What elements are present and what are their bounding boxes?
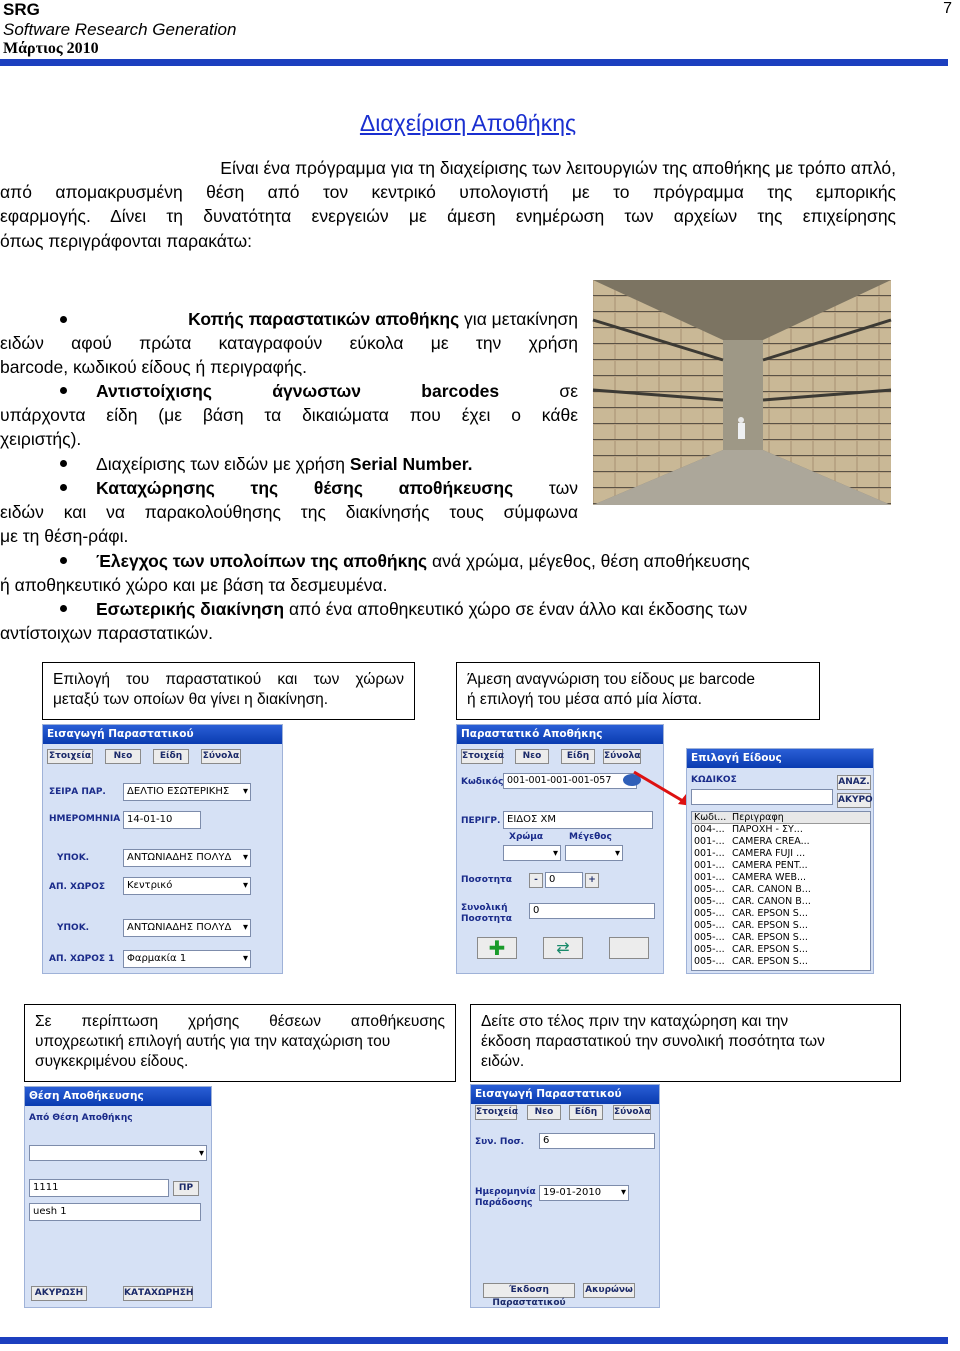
header-date: Μάρτιος 2010 [3,40,99,57]
company-name: SRG [3,0,40,19]
item-code: 005-... [694,908,725,919]
total-quantity-label: Συνολική Ποσοτητα [461,903,512,924]
item-description: CAR. CANON B... [732,896,811,907]
items-list[interactable] [691,811,871,971]
color-select[interactable] [503,845,561,861]
list-item[interactable] [692,872,870,884]
code-input[interactable] [691,789,833,805]
tab-totals[interactable]: Σύνολα [201,749,241,764]
item-code: 001-... [694,872,725,883]
list-item[interactable] [692,944,870,956]
footer-divider [0,1337,948,1344]
branch-2-label: ΥΠΟΚ. [57,923,90,933]
bullet-dot [60,484,67,491]
caption-1-line-2: μεταξύ των οποίων θα γίνει η διακίνηση. [53,691,329,708]
item-code: 005-... [694,896,725,907]
screen-title: Εισαγωγή Παραστατικού [43,725,282,744]
item-description: ΠΑΡΟΧΗ - ΣΥ... [732,824,803,835]
bullet-3-line-1: Διαχείρισης των ειδών με χρήση Serial Number. [96,454,473,474]
item-code: 005-... [694,920,725,931]
store-1-label: ΑΠ. ΧΩΡΟΣ [49,882,106,892]
size-label: Μέγεθος [569,832,612,842]
caption-4-line-1: Δείτε στο τέλος πριν την καταχώρηση και την [481,1013,789,1030]
list-item[interactable] [692,896,870,908]
caption-4-line-2: έκδοση παραστατικού την συνολική ποσότητα των [481,1033,825,1050]
description-label: ΠΕΡΙΓΡ. [461,816,501,826]
item-description: CAR. EPSON S... [732,908,808,919]
bullet-dot [60,460,67,467]
bullet-dot [60,387,67,394]
decrement-button[interactable]: - [529,873,543,888]
list-item[interactable] [692,956,870,968]
caption-2 [456,662,820,720]
bullet-4-line-1: Καταχώρησης της θέσης αποθήκευσης των [96,478,578,498]
increment-button[interactable]: + [585,873,599,888]
position-name-field[interactable]: uesh 1 [29,1203,201,1221]
code-label: ΚΩΔΙΚΟΣ [691,775,737,785]
tab-items[interactable]: Είδη [569,1105,603,1120]
screen-title: Θέση Αποθήκευσης [25,1087,211,1106]
item-description: CAR. EPSON S... [732,956,808,967]
color-label: Χρώμα [509,832,544,842]
bullet-2-line-3: χειριστής). [0,429,82,449]
bullet-5-line-1: Έλεγχος των υπολοίπων της αποθήκης ανά χρώμα, μέγεθος, θέση αποθήκευσης [96,551,750,571]
caption-2-line-1: Άμεση αναγνώριση του είδους με barcode [467,671,756,688]
add-icon[interactable]: ✚ [477,937,517,959]
quantity-label: Ποσοτητα [461,875,512,885]
from-position-label: Από Θέση Αποθήκης [29,1113,133,1123]
total-quantity-label: Συν. Ποσ. [475,1137,525,1147]
tab-items[interactable]: Είδη [153,749,189,764]
intro-line-1: Είναι ένα πρόγραμμα για τη διαχείρισης των λειτουργιών της αποθήκης με τρόπο απλό, [220,158,896,178]
intro-line-4: όπως περιγράφονται παρακάτω: [0,231,253,251]
position-code-input[interactable]: 1111 [29,1179,169,1197]
item-code: 004-... [694,824,725,835]
pr-button[interactable]: ΠΡ [173,1181,199,1196]
item-description: CAR. EPSON S... [732,932,808,943]
code-input[interactable]: 001-001-001-001-057 [503,773,637,789]
description-field: ΕΙΔΟΣ ΧΜ [503,811,653,829]
tab-totals[interactable]: Σύνολα [613,1105,651,1120]
branch-2-select[interactable]: ΑΝΤΩΝΙΑΔΗΣ ΠΟΛΥΔ ▾ [123,919,251,937]
tab-details[interactable]: Στοιχεία [47,749,93,764]
issue-document-button[interactable]: Έκδοση Παραστατικού [483,1283,575,1298]
item-description: CAR. EPSON S... [732,944,808,955]
list-item[interactable] [692,920,870,932]
size-select[interactable] [565,845,623,861]
bullet-1-line-1: Κοπής παραστατικών αποθήκης για μετακίνηση [188,309,578,329]
store-2-select[interactable]: Φαρμακία 1 ▾ [123,950,251,968]
bullet-5-line-2: ή αποθηκευτικό χώρο και με βάση τα δεσμευμένα. [0,575,388,595]
quantity-input[interactable]: 0 [545,872,583,888]
item-code: 005-... [694,884,725,895]
delivery-date-select[interactable]: 19-01-2010 ▾ [539,1185,629,1201]
bullet-1-line-3: barcode, κωδικού είδους ή περιγραφής. [0,357,308,377]
tab-totals[interactable]: Σύνολα [603,749,641,764]
caption-2-line-2: ή επιλογή του μέσα από μία λίστα. [467,691,702,708]
bullet-2-line-1: Αντιστοίχισης άγνωστων barcodes σε [96,381,579,401]
item-description: CAMERA PENT... [732,860,808,871]
bullet-1-line-2: ειδών αφού πρώτα καταγραφούν εύκολα με την χρήση [0,333,578,353]
item-code: 005-... [694,932,725,943]
bullet-4-line-3: με τη θέση-ράφι. [0,526,129,546]
caption-1-line-1: Επιλογή του παραστατικού και των χώρων [53,671,404,688]
list-item[interactable] [692,908,870,920]
date-label: ΗΜΕΡΟΜΗΝΙΑ [49,814,121,824]
tab-new[interactable]: Νεο [515,749,549,764]
bullet-dot [60,316,67,323]
save-button[interactable]: ΚΑΤΑΧΩΡΗΣΗ [123,1286,193,1301]
store-1-select[interactable]: Κεντρικό ▾ [123,877,251,895]
item-description: CAMERA FUJI ... [732,848,806,859]
item-description: CAMERA WEB... [732,872,807,883]
tab-items[interactable]: Είδη [561,749,595,764]
caption-3-line-1: Σε περίπτωση χρήσης θέσεων αποθήκευσης [35,1013,445,1030]
bullet-4-line-2: ειδών και να παρακολούθησης της διακίνησής τους σύμφωνα [0,502,578,522]
warehouse-photo [593,280,891,505]
tab-new[interactable]: Νεο [527,1105,561,1120]
screen-storage-position [24,1086,212,1308]
item-description: CAR. EPSON S... [732,920,808,931]
total-quantity-field: 6 [539,1133,655,1149]
column-description[interactable]: Περιγραφη [732,812,784,823]
bullet-dot [60,605,67,612]
bullet-6-line-2: αντίστοιχων παραστατικών. [0,623,213,643]
caption-3-line-2: υποχρεωτική επιλογή αυτής για την καταχώριση του [35,1033,391,1050]
series-label: ΣΕΙΡΑ ΠΑΡ. [49,787,106,797]
screen-title: Εισαγωγή Παραστατικού [471,1085,659,1104]
screen-title: Επιλογή Είδους [687,749,873,768]
tab-new[interactable]: Νεο [105,749,141,764]
screen-item-selection [686,748,874,974]
list-item[interactable] [692,836,870,848]
cancel-button[interactable]: ΑΚΥΡΩΣΗ [31,1286,87,1301]
store-2-label: ΑΠ. ΧΩΡΟΣ 1 [49,954,115,964]
intro-line-3: εφαρμογής. Δίνει τη δυνατότητα ενεργειών με άμεση ενημέρωση των αρχείων της επιχείρησης [0,206,896,226]
screen-document-summary [470,1084,660,1308]
bullet-dot [60,557,67,564]
refresh-icon[interactable]: ⇄ [543,937,583,959]
tab-details[interactable]: Στοιχεία [461,749,503,764]
page-title: Διαχείριση Αποθήκης [359,110,577,136]
cancel-button[interactable]: ΑΚΥΡΟ [837,793,871,808]
total-quantity-field: 0 [529,903,655,919]
branch-1-label: ΥΠΟΚ. [57,853,90,863]
cancel-button[interactable]: Ακυρώνω [583,1283,635,1298]
item-code: 001-... [694,836,725,847]
screen-title: Παραστατικό Αποθήκης [457,725,663,744]
eraser-icon[interactable] [609,937,649,959]
delivery-date-label: Ημερομηνία Παράδοσης [475,1187,536,1208]
position-select[interactable] [29,1145,207,1161]
company-subtitle: Software Research Generation [3,20,237,39]
search-button[interactable]: ΑΝΑΖ. [837,775,871,790]
item-code: 005-... [694,944,725,955]
branch-1-select[interactable]: ΑΝΤΩΝΙΑΔΗΣ ΠΟΛΥΔ ▾ [123,849,251,867]
list-item[interactable] [692,932,870,944]
item-code: 005-... [694,956,725,967]
list-item[interactable] [692,884,870,896]
header-divider [0,59,948,66]
tab-details[interactable]: Στοιχεία [475,1105,517,1120]
list-item[interactable] [692,848,870,860]
caption-3-line-3: συγκεκριμένου είδους. [35,1053,189,1070]
screen-document-entry [42,724,283,974]
caption-3 [24,1004,456,1082]
date-field[interactable]: 14-01-10 [123,811,201,829]
item-code: 001-... [694,848,725,859]
bullet-6-line-1: Εσωτερικής διακίνηση από ένα αποθηκευτικό χώρο σε έναν άλλο και έκδοσης των [96,599,748,619]
code-label: Κωδικός [461,777,504,787]
bullet-2-line-2: υπάρχοντα είδη (με βάση τα δικαιώματα που έχει ο κάθε [0,405,578,425]
caption-4-line-3: ειδών. [481,1053,525,1070]
caption-4 [470,1004,901,1082]
series-select[interactable]: ΔΕΛΤΙΟ ΕΣΩΤΕΡΙΚΗΣ ▾ [123,783,251,801]
list-item[interactable] [692,860,870,872]
page-number: 7 [943,0,952,17]
intro-line-2: από απομακρυσμένη θέση από τον κεντρικό υπολογιστή με το πρόγραμμα της εμπορικής [0,182,896,202]
screen-warehouse-document [456,724,664,974]
column-code[interactable]: Κωδι... [694,812,727,823]
item-description: CAMERA CREA... [732,836,810,847]
caption-1 [42,662,415,720]
item-code: 001-... [694,860,725,871]
list-item[interactable] [692,824,870,836]
item-description: CAR. CANON B... [732,884,811,895]
